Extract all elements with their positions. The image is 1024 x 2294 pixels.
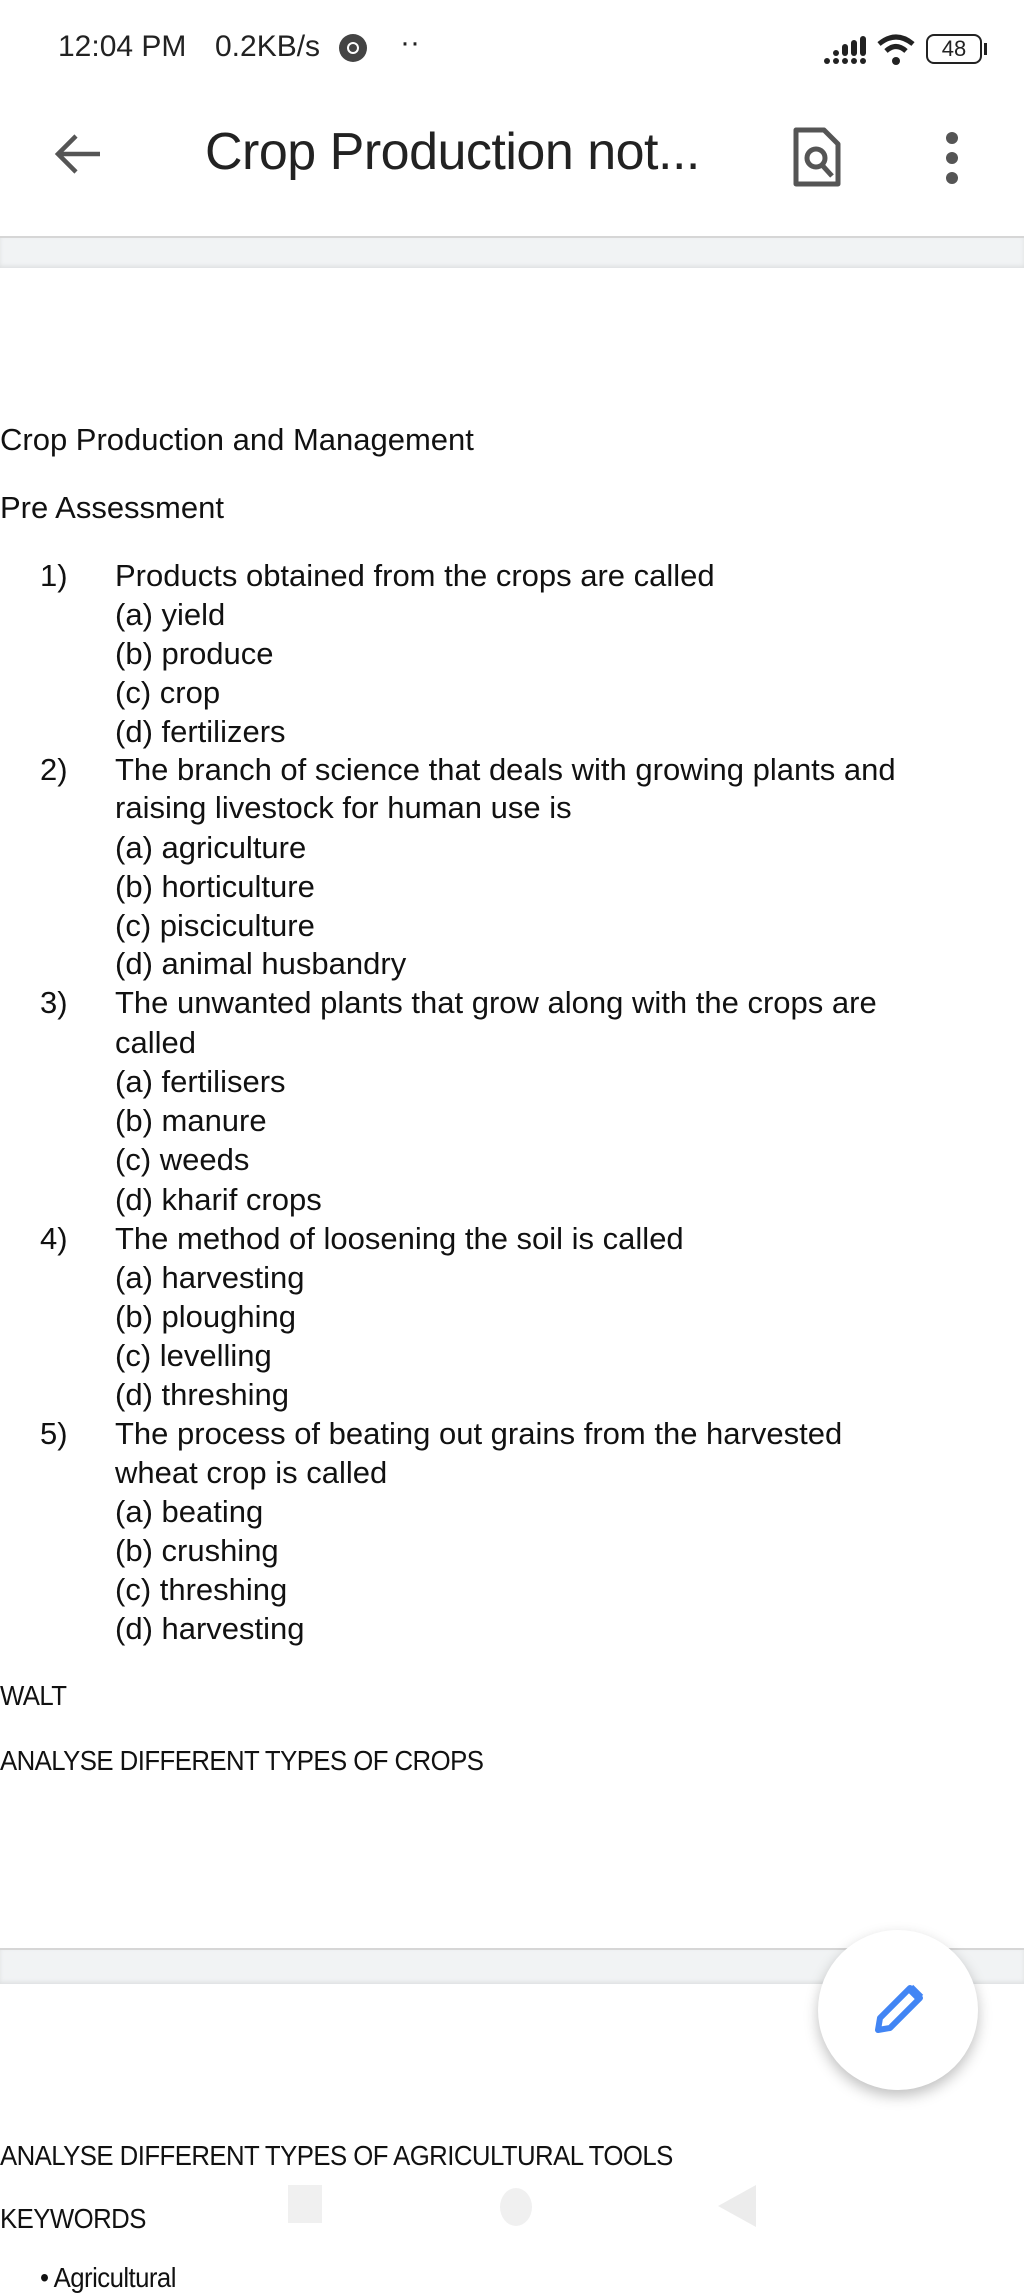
question-number: 5) (40, 1416, 68, 1451)
option: (d) harvesting (115, 1611, 305, 1646)
option: (c) weeds (115, 1142, 250, 1177)
option: (d) threshing (115, 1377, 290, 1412)
question-text: The unwanted plants that grow along with the crops are (115, 985, 877, 1020)
option: (b) ploughing (115, 1299, 296, 1334)
doc-subheading: Pre Assessment (0, 490, 224, 525)
option: (d) kharif crops (115, 1182, 322, 1217)
option: (a) fertilisers (115, 1064, 286, 1099)
more-vert-icon (940, 130, 964, 186)
question-text: The branch of science that deals with growing plants and (115, 752, 896, 787)
keyword-text: Agricultural (53, 2262, 176, 2293)
option: (b) horticulture (115, 869, 315, 904)
battery-indicator: 48 (926, 34, 982, 64)
option: (a) beating (115, 1494, 264, 1529)
question-text: called (115, 1025, 196, 1060)
nav-back-button[interactable] (718, 2185, 756, 2227)
option: (c) crop (115, 675, 221, 710)
status-network-speed: 0.2KB/s (215, 30, 321, 63)
battery-tip (984, 43, 987, 55)
signal-icon (822, 36, 867, 71)
option: (c) levelling (115, 1338, 272, 1373)
pencil-icon (868, 1980, 928, 2040)
option: (d) animal husbandry (115, 946, 407, 981)
document-search-icon (792, 126, 842, 188)
option: (a) harvesting (115, 1260, 305, 1295)
walt-label: WALT (0, 1680, 67, 1711)
edit-fab-button[interactable] (818, 1930, 978, 2090)
nav-home-button[interactable] (500, 2188, 532, 2226)
objective-text: ANALYSE DIFFERENT TYPES OF AGRICULTURAL TOOLS (0, 2140, 673, 2171)
chrome-icon (338, 33, 368, 63)
question-text: raising livestock for human use is (115, 790, 572, 825)
option: (b) manure (115, 1103, 267, 1138)
option: (a) agriculture (115, 830, 307, 865)
option: (d) fertilizers (115, 714, 286, 749)
option: (c) pisciculture (115, 908, 315, 943)
question-number: 1) (40, 558, 68, 593)
status-time: 12:04 PM (58, 30, 187, 63)
question-number: 4) (40, 1221, 68, 1256)
keyword-item: • Agricultural (40, 2262, 176, 2293)
option: (b) crushing (115, 1533, 279, 1568)
document-title: Crop Production not... (205, 123, 700, 181)
nav-recents-button[interactable] (288, 2185, 322, 2223)
question-text: Products obtained from the crops are called (115, 558, 715, 593)
notification-dots: ·· (400, 26, 420, 59)
option: (c) threshing (115, 1572, 288, 1607)
wifi-icon (877, 34, 915, 71)
question-number: 2) (40, 752, 68, 787)
arrow-left-icon (52, 128, 104, 180)
back-button[interactable] (52, 128, 104, 185)
keywords-heading: KEYWORDS (0, 2203, 146, 2234)
more-options-button[interactable] (940, 130, 964, 191)
question-text: The process of beating out grains from the harvested (115, 1416, 843, 1451)
objective-text: ANALYSE DIFFERENT TYPES OF CROPS (0, 1745, 484, 1776)
question-text: The method of loosening the soil is called (115, 1221, 684, 1256)
find-in-document-button[interactable] (792, 126, 842, 193)
option: (b) produce (115, 636, 274, 671)
option: (a) yield (115, 597, 226, 632)
page-separator (0, 236, 1024, 268)
doc-heading: Crop Production and Management (0, 422, 474, 457)
question-number: 3) (40, 985, 68, 1020)
question-text: wheat crop is called (115, 1455, 388, 1490)
